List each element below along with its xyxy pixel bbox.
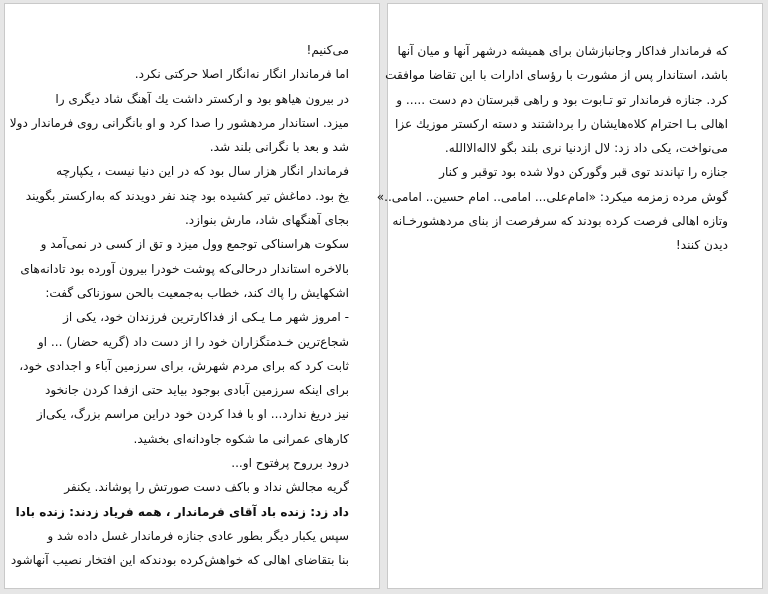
text-line: یخ بود. دماغش تیر کشیده بود چند نفر دویدند که به‌ارکستر بگویند bbox=[25, 188, 349, 203]
text-line: کارهای عمرانی ما شکوه جاودانه‌ای بخشید. bbox=[133, 431, 349, 446]
text-line: فرماندار انگار هزار سال بود که در این دنیا نیست ، یکپارچه bbox=[56, 164, 349, 179]
text-line: دیدن کنند! bbox=[675, 238, 728, 253]
text-line: جنازه را تپاندند توی قبر وگورکن دولا شده بود توقبر و کنار bbox=[439, 165, 728, 180]
text-line: داد زد: زنده باد آقای فرماندار ، همه فریاد زدند: زنده بادا bbox=[15, 504, 349, 519]
left-page bbox=[4, 3, 380, 589]
text-line: سپس یکبار دیگر بطور عادی جنازه فرماندار غسل داده شد و bbox=[47, 528, 349, 543]
text-line: گریه مجالش نداد و باکف دست صورتش را پوشاند. یکنفر bbox=[64, 480, 349, 495]
text-line: بجای آهنگهای شاد، مارش بنوازد. bbox=[184, 213, 349, 228]
text-line: گوش مرده زمزمه میکرد: «امام‌علی... امامی.. امام حسین.. امامی..» bbox=[376, 189, 728, 204]
text-line: سکوت هراسناکی توجمع وول میزد و تق از کسی در نمی‌آمد و bbox=[40, 237, 349, 252]
text-line: بنا بتقاضای اهالی که خواهش‌کرده بودندکه این افتخار نصیب آنهاشود bbox=[10, 553, 349, 568]
text-line: کرد. جنازه فرماندار تو تـابوت بود و راهی قبرستان دم دست ..... و bbox=[396, 92, 728, 107]
text-line: اشکهایش را پاك کند، خطاب به‌جمعیت بالحن سوزناکی گفت: bbox=[45, 285, 349, 300]
text-line: میزد. استاندار مردهشور را صدا کرد و او بانگرانی روی فرماندار دولا bbox=[9, 115, 349, 130]
text-line: وتازه اهالی فرصت کرده بودند که سرفرصت از بنای مردهشورخـانه bbox=[392, 214, 728, 229]
text-line: شد و بعد با نگرانی بلند شد. bbox=[209, 140, 349, 155]
text-line: می‌کنیم! bbox=[306, 43, 349, 57]
text-line: شجاع‌ترین خـدمتگزاران خود را از دست داد (گریه حضار) ... او bbox=[37, 334, 349, 349]
text-line: اما فرماندار انگار نه‌انگار اصلا حرکتی نکرد. bbox=[134, 67, 349, 82]
right-page bbox=[376, 3, 763, 589]
text-line: باشد، استاندار پس از مشورت با رؤسای ادارات با این تقاضا موافقت bbox=[385, 68, 728, 83]
text-line: برای اینکه سرزمین آبادی بوجود بیاید حتی ازفدا کردن جانخود bbox=[45, 383, 349, 398]
text-line: - امروز شهر مـا یـکی از فداکارترین فرزندان خود، یکی از bbox=[63, 310, 349, 325]
text-line: درود برروح پرفتوح او... bbox=[231, 456, 349, 471]
text-line: در بیرون هیاهو بود و ارکستر داشت یك آهنگ شاد دیگری را bbox=[55, 91, 349, 106]
text-line: بالاخره استاندار درحالی‌که پوشت خودرا بیرون آورده بود تادانه‌های bbox=[20, 261, 349, 276]
text-line: می‌نواخت، یکی داد زد: لال ازدنیا نری بلند بگو لااله‌الاالله. bbox=[444, 141, 728, 156]
text-line: اهالی بـا احترام کلاه‌هایشان را برداشتند و دسته ارکستر موزیك عزا bbox=[394, 116, 728, 131]
right-page-text bbox=[376, 39, 728, 258]
text-line: نیز دریغ ندارد... او با فدا کردن خود دراین مراسم بزرگ، یکی‌از bbox=[36, 407, 349, 422]
text-line: ثابت کرد که برای مردم شهرش، برای سرزمین آباء و اجدادی خود، bbox=[19, 358, 349, 373]
text-line: که فرماندار فداکار وجانبازشان برای همیشه درشهر آنها و میان آنها bbox=[397, 44, 728, 58]
left-page-text bbox=[9, 38, 349, 573]
